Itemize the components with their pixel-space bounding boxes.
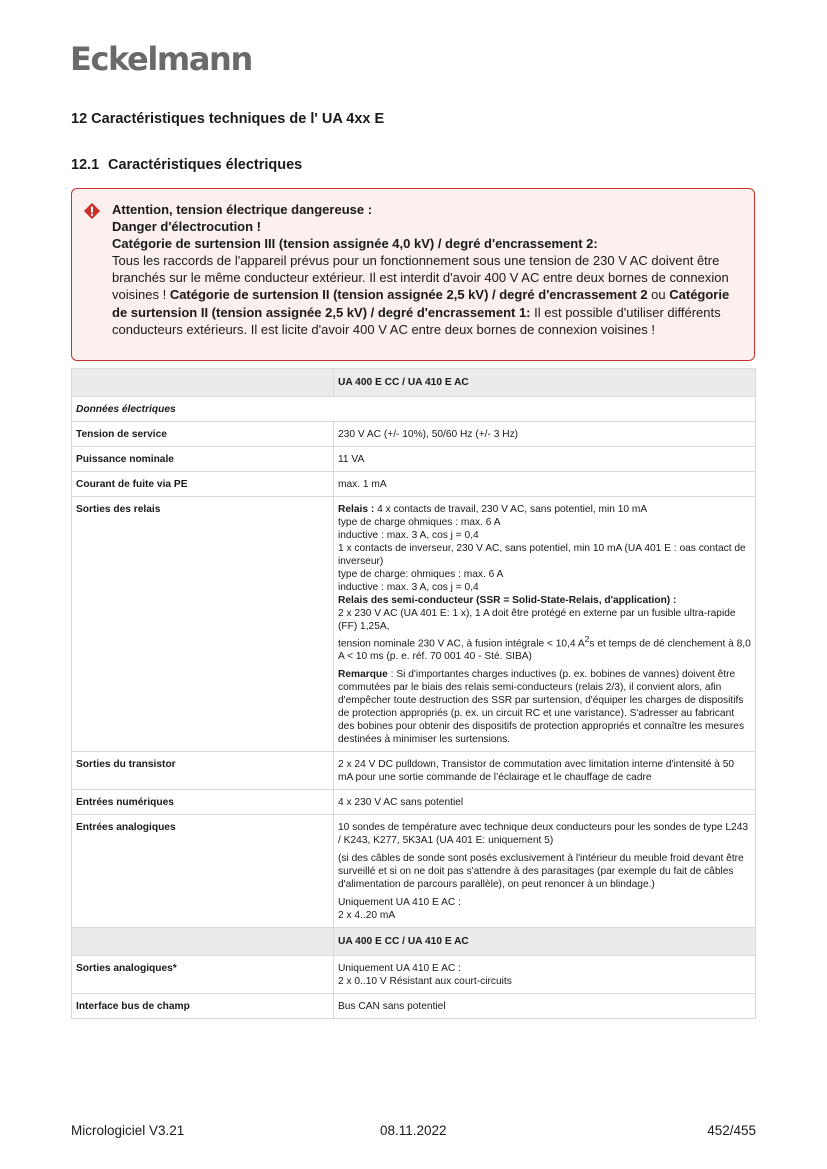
remark-text: : Si d'importantes charges inductives (p. ex. bobines de vannes) doivent être commutées par le biais des relais semi-conducteurs (relais 2/3), il convient alors, afin d'empêcher toute destruction des SSR par surtension, d'équiper les charges de dispositifs de protection appropriés (p. ex. un circuit RC et une varistance). S'adresser au fabricant des bobines pour obtenir des dispositifs de protection appropriés et connaître les mesures destinées à minimiser les surtensions. xyxy=(338,669,745,746)
warning-category-ii-a: Catégorie de surtension II (tension assignée 2,5 kV) / degré d'encrassement 2 xyxy=(169,287,648,303)
row-value: 11 VA xyxy=(334,447,756,472)
section-label: Données électriques xyxy=(72,397,756,422)
row-value: max. 1 mA xyxy=(334,472,756,497)
table-row xyxy=(72,752,756,790)
remark-block xyxy=(338,668,751,746)
ssr-fuse-sup: 2 xyxy=(584,634,590,644)
section-title xyxy=(71,157,302,173)
ssr-fuse-text: tension nominale 230 V AC, à fusion intégrale < 10,4 A xyxy=(338,638,585,650)
ssr-fuse-text-2: s et temps de dé clenchement à 8,0 A < 10 ms (p. e. réf. 70 001 40 - Sté. SIBA) xyxy=(338,638,751,663)
warning-text-2: Il est possible d'utiliser différents conducteurs extérieurs. Il est licite d'avoir 400 V AC entre deux bornes de connexion voisines ! xyxy=(112,304,721,337)
relais-line xyxy=(338,633,751,663)
header-model-cell: UA 400 E CC / UA 410 E AC xyxy=(334,928,756,956)
warning-danger: Danger d'électrocution ! xyxy=(112,219,261,235)
header-model-cell: UA 400 E CC / UA 410 E AC xyxy=(334,369,756,397)
table-row xyxy=(72,472,756,497)
relais-label: Relais : xyxy=(338,504,375,515)
table-row xyxy=(72,497,756,752)
row-label: Interface bus de champ xyxy=(72,994,334,1019)
warning-icon xyxy=(84,203,100,219)
table-row xyxy=(72,790,756,815)
relais-line: type de charge: ohmiques : max. 6 A xyxy=(338,569,504,580)
analog-paragraph: (si des câbles de sonde sont posés exclusivement à l'intérieur du meuble froid devant être surveillé et si on ne doit pas s'attendre à des parasitages (par exemple du fait de câbles d'alimentation de parcours parallèle), on peut renoncer à un blindage.) xyxy=(338,853,744,891)
header-empty-cell xyxy=(72,369,334,397)
row-label: Entrées analogiques xyxy=(72,815,334,928)
section-title-text: Caractéristiques électriques xyxy=(108,157,303,173)
row-value: 2 x 24 V DC pulldown, Transistor de commutation avec limitation interne d'intensité à 50 mA pour une sortie commande de l’éclairage et le chauffage de cadre xyxy=(334,752,756,790)
row-value: 4 x 230 V AC sans potentiel xyxy=(334,790,756,815)
row-value: 230 V AC (+/- 10%), 50/60 Hz (+/- 3 Hz) xyxy=(334,422,756,447)
row-label: Sorties des relais xyxy=(72,497,334,752)
row-label: Sorties du transistor xyxy=(72,752,334,790)
spec-table xyxy=(71,368,756,1019)
footer-page-number: 452/455 xyxy=(707,1123,756,1138)
row-label: Entrées numériques xyxy=(72,790,334,815)
ssr-label: Relais des semi-conducteur (SSR = Solid-State-Relais, d'application) : xyxy=(338,595,677,606)
row-label: Puissance nominale xyxy=(72,447,334,472)
table-row xyxy=(72,422,756,447)
row-value xyxy=(334,497,756,752)
relais-line: inductive : max. 3 A, cos j = 0,4 xyxy=(338,530,479,541)
row-value xyxy=(334,815,756,928)
value-line: Uniquement UA 410 E AC : xyxy=(338,963,461,975)
row-label: Tension de service xyxy=(72,422,334,447)
row-value: Bus CAN sans potentiel xyxy=(334,994,756,1019)
relais-line: type de charge ohmiques : max. 6 A xyxy=(338,517,501,528)
header-empty-cell xyxy=(72,928,334,956)
warning-heading: Attention, tension électrique dangereuse : xyxy=(112,202,373,217)
analog-paragraph: 10 sondes de température avec technique deux conducteurs pour les sondes de type L243 / K243, K277, 5K3A1 (UA 401 E: uniquement 5) xyxy=(338,822,749,847)
warning-paragraph xyxy=(112,252,746,337)
company-logo: Eckelmann xyxy=(70,40,252,78)
table-row xyxy=(72,447,756,472)
row-label: Courant de fuite via PE xyxy=(72,472,334,497)
warning-text xyxy=(112,201,746,338)
table-header-row xyxy=(72,369,756,397)
analog-paragraph xyxy=(338,896,751,922)
warning-category-iii: Catégorie de surtension III (tension assignée 4,0 kV) / degré d'encrassement 2: xyxy=(112,236,598,252)
warning-text-1: Tous les raccords de l'appareil prévus pour un fonctionnement sous une tension de 230 V AC doivent être branchés sur le même conducteur extérieur. Il est interdit d'avoir 400 V AC entre deux bornes de connexion voisines ! xyxy=(112,253,729,303)
analog-line: 2 x 4..20 mA xyxy=(338,910,396,922)
analog-line: Uniquement UA 410 E AC : xyxy=(338,897,461,909)
relais-text: 4 x contacts de travail, 230 V AC, sans potentiel, min 10 mA xyxy=(374,504,648,515)
relais-block xyxy=(338,503,751,663)
table-row xyxy=(72,956,756,994)
remark-label: Remarque xyxy=(338,669,388,681)
relais-line: inductive : max. 3 A, cos j = 0,4 xyxy=(338,582,479,593)
warning-category-ii-b: Catégorie de surtension II (tension assignée 2,5 kV) / degré d'encrassement 1: xyxy=(112,287,730,320)
row-label: Sorties analogiques* xyxy=(72,956,334,994)
table-row xyxy=(72,994,756,1019)
warning-box xyxy=(71,188,755,361)
relais-line: 1 x contacts de inverseur, 230 V AC, sans potentiel, min 10 mA (UA 401 E : oas contact de inverseur) xyxy=(338,543,746,567)
table-header-row xyxy=(72,928,756,956)
warning-or: ou xyxy=(647,287,670,303)
section-number: 12.1 xyxy=(71,157,100,173)
footer-date: 08.11.2022 xyxy=(380,1123,447,1138)
footer-firmware: Micrologiciel V3.21 xyxy=(71,1123,185,1138)
section-row xyxy=(72,397,756,422)
relais-line xyxy=(338,503,751,516)
chapter-title: 12 Caractéristiques techniques de l' UA 4xx E xyxy=(71,111,385,127)
ssr-heading xyxy=(338,594,751,607)
table-row xyxy=(72,815,756,928)
relais-line: 2 x 230 V AC (UA 401 E: 1 x), 1 A doit être protégé en externe par un fusible ultra-rapide (FF) 1,25A, xyxy=(338,608,736,632)
row-value xyxy=(334,956,756,994)
value-line: 2 x 0..10 V Résistant aux court-circuits xyxy=(338,976,512,988)
